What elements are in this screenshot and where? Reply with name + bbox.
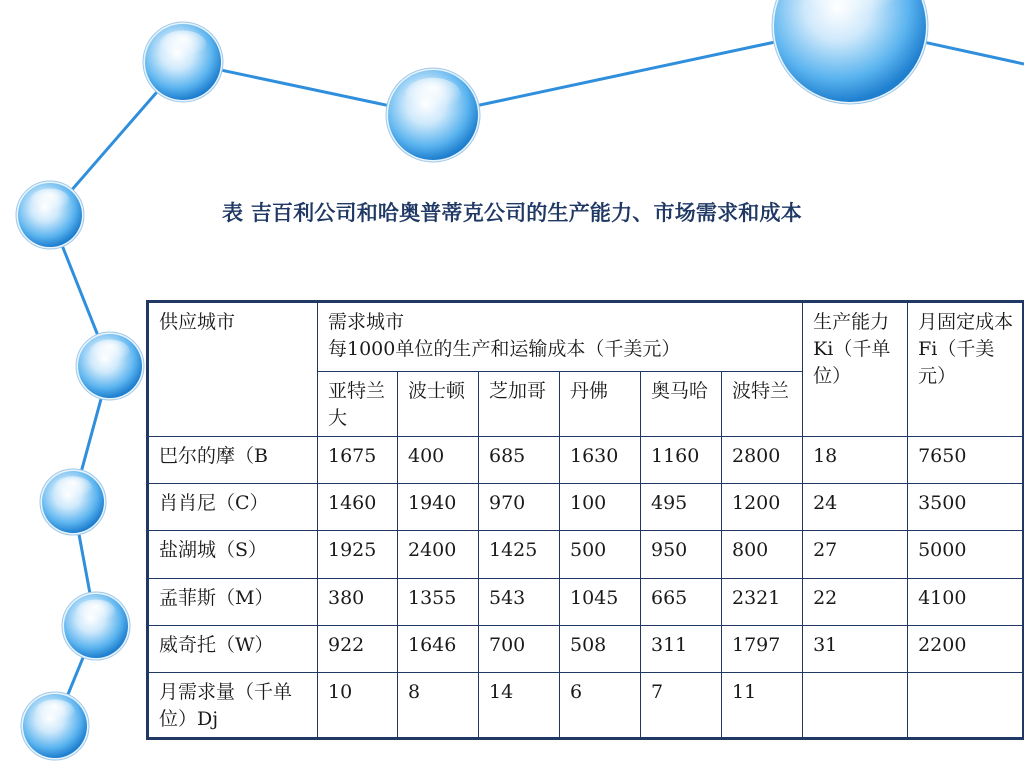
cost-cell: 1460 [318, 484, 398, 531]
demand-cell: 8 [398, 673, 479, 739]
capacity-cell: 31 [803, 625, 908, 672]
cost-cell: 665 [641, 578, 722, 625]
table-row [148, 578, 1024, 625]
fixed-cost-cell: 4100 [908, 578, 1024, 625]
cost-cell: 100 [560, 484, 641, 531]
glass-sphere [16, 181, 84, 249]
cost-cell: 1925 [318, 531, 398, 578]
cost-cell: 1160 [641, 437, 722, 484]
supply-city-cell: 威奇托（W） [148, 625, 318, 672]
city-header: 丹佛 [560, 372, 641, 437]
supply-city-cell: 盐湖城（S） [148, 531, 318, 578]
cost-cell: 950 [641, 531, 722, 578]
demand-cell: 10 [318, 673, 398, 739]
demand-fixed-empty-cell [908, 673, 1024, 739]
glass-sphere [386, 68, 480, 162]
cost-cell: 508 [560, 625, 641, 672]
demand-capacity-empty-cell [803, 673, 908, 739]
cost-cell: 970 [479, 484, 560, 531]
glass-sphere [40, 469, 106, 535]
fixed-cost-cell: 7650 [908, 437, 1024, 484]
demand-city-header-line1: 需求城市 [328, 311, 405, 333]
glass-sphere [76, 332, 144, 400]
cost-cell: 700 [479, 625, 560, 672]
demand-city-header-line2: 每1000单位的生产和运输成本（千美元） [328, 338, 681, 360]
capacity-cell: 27 [803, 531, 908, 578]
cost-cell: 1797 [722, 625, 803, 672]
cost-cell: 685 [479, 437, 560, 484]
capacity-cell: 18 [803, 437, 908, 484]
capacity-cell: 24 [803, 484, 908, 531]
cost-cell: 1646 [398, 625, 479, 672]
cost-cell: 495 [641, 484, 722, 531]
cost-cell: 1630 [560, 437, 641, 484]
cost-cell: 1200 [722, 484, 803, 531]
cost-cell: 1045 [560, 578, 641, 625]
demand-cell: 11 [722, 673, 803, 739]
city-header: 芝加哥 [479, 372, 560, 437]
city-header: 波特兰 [722, 372, 803, 437]
fixed-cost-cell: 2200 [908, 625, 1024, 672]
cost-cell: 500 [560, 531, 641, 578]
fixed-cost-header: 月固定成本Fi（千美元） [908, 302, 1024, 437]
cost-cell: 1355 [398, 578, 479, 625]
table-row [148, 437, 1024, 484]
glass-sphere [21, 692, 89, 760]
cost-cell: 1675 [318, 437, 398, 484]
fixed-cost-cell: 5000 [908, 531, 1024, 578]
cost-cell: 1425 [479, 531, 560, 578]
capacity-header: 生产能力Ki（千单位） [803, 302, 908, 437]
city-header: 波士顿 [398, 372, 479, 437]
cost-cell: 2800 [722, 437, 803, 484]
page-title: 表 吉百利公司和哈奥普蒂克公司的生产能力、市场需求和成本 [222, 201, 802, 225]
cost-table-container [146, 300, 1022, 740]
table-row [148, 531, 1024, 578]
demand-city-header [318, 302, 803, 372]
supply-city-cell: 肖肖尼（C） [148, 484, 318, 531]
glass-sphere [143, 22, 223, 102]
glass-sphere [772, 0, 928, 104]
city-header: 奥马哈 [641, 372, 722, 437]
cost-cell: 2400 [398, 531, 479, 578]
city-header: 亚特兰大 [318, 372, 398, 437]
fixed-cost-cell: 3500 [908, 484, 1024, 531]
cost-cell: 922 [318, 625, 398, 672]
cost-cell: 380 [318, 578, 398, 625]
demand-label-cell: 月需求量（千单位）Dj [148, 673, 318, 739]
demand-row [148, 673, 1024, 739]
demand-cell: 7 [641, 673, 722, 739]
glass-sphere [62, 592, 130, 660]
cost-cell: 311 [641, 625, 722, 672]
table-row [148, 484, 1024, 531]
cost-cell: 1940 [398, 484, 479, 531]
header-row-1 [148, 302, 1024, 372]
cost-cell: 543 [479, 578, 560, 625]
supply-city-header: 供应城市 [148, 302, 318, 437]
table-row [148, 625, 1024, 672]
demand-cell: 6 [560, 673, 641, 739]
demand-cell: 14 [479, 673, 560, 739]
cost-table [146, 300, 1024, 740]
supply-city-cell: 巴尔的摩（B [148, 437, 318, 484]
cost-cell: 800 [722, 531, 803, 578]
capacity-cell: 22 [803, 578, 908, 625]
cost-cell: 400 [398, 437, 479, 484]
cost-cell: 2321 [722, 578, 803, 625]
supply-city-cell: 孟菲斯（M） [148, 578, 318, 625]
